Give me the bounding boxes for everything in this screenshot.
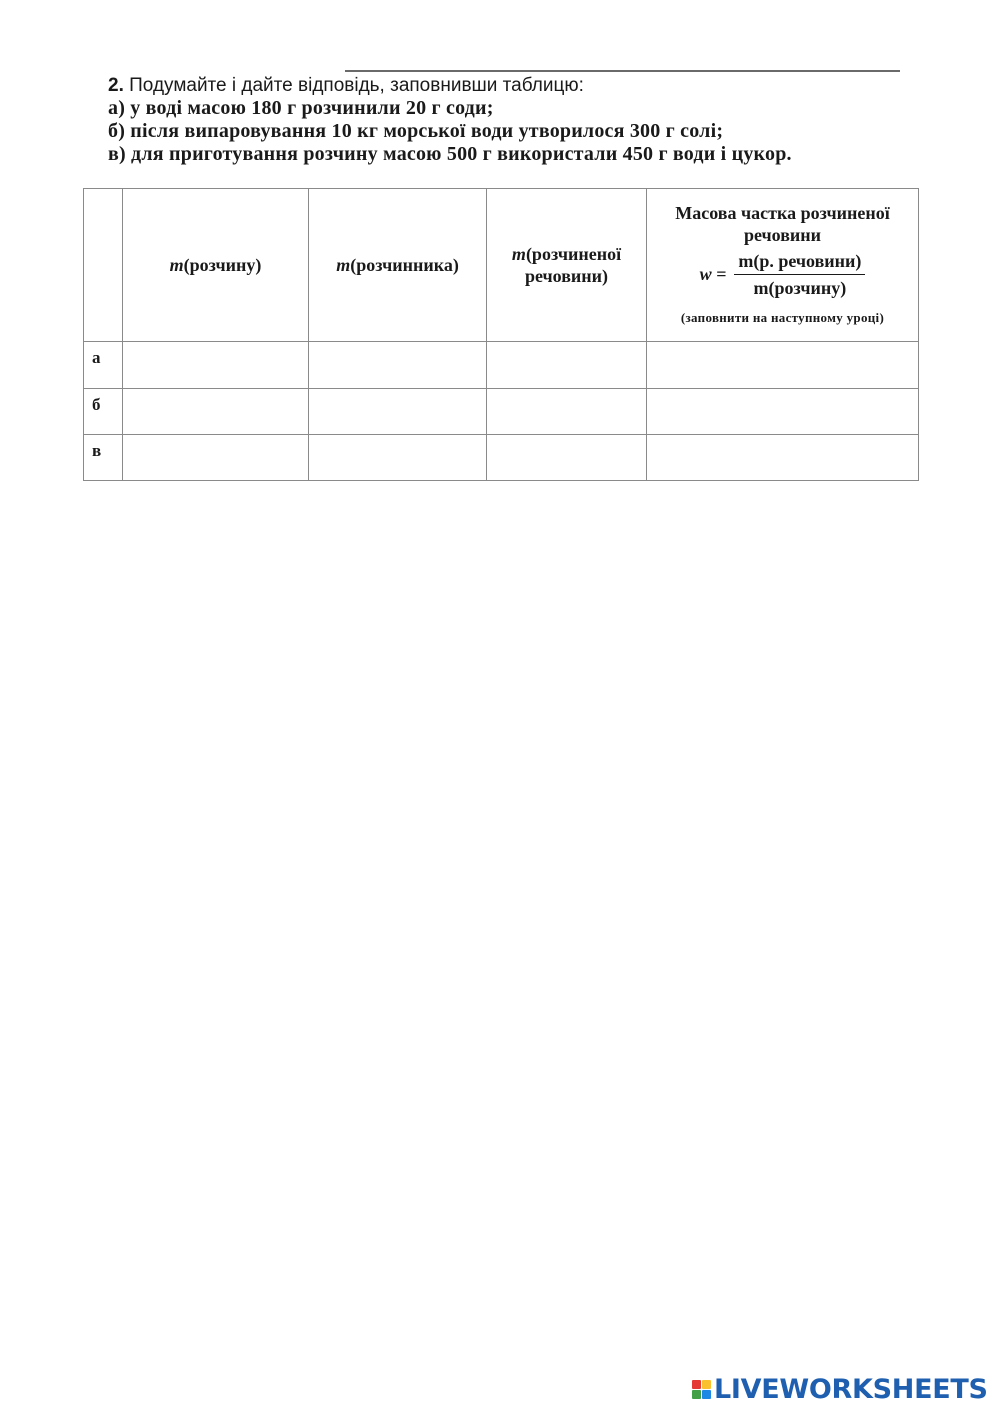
logo-square-yellow	[702, 1380, 711, 1389]
task-item-v: в) для приготування розчину масою 500 г використали 450 г води і цукор.	[108, 143, 792, 165]
formula-denominator: m(розчину)	[753, 277, 847, 298]
row-label-b: б	[84, 389, 123, 435]
task-number: 2.	[108, 75, 124, 96]
logo-square-red	[692, 1380, 701, 1389]
answer-cell-v-solvent[interactable]	[309, 435, 487, 481]
answer-cell-v-solute[interactable]	[487, 435, 647, 481]
answer-cell-a-solution[interactable]	[123, 342, 309, 389]
answer-cell-a-solute[interactable]	[487, 342, 647, 389]
answer-cell-b-solvent[interactable]	[309, 389, 487, 435]
task-instruction-text: Подумайте і дайте відповідь, заповнивши таблицю:	[129, 75, 584, 96]
table-row	[84, 435, 919, 481]
answer-cell-v-fraction[interactable]	[647, 435, 919, 481]
row-label-v: в	[84, 435, 123, 481]
answer-table	[83, 188, 919, 481]
task-item-b: б) після випаровування 10 кг морської води утворилося 300 г солі;	[108, 120, 724, 142]
task-instruction	[108, 75, 968, 97]
task-block	[108, 75, 968, 166]
header-mass-solution: m(розчину)	[123, 189, 309, 342]
header-mass-solute: m(розчиненої речовини)	[487, 189, 647, 342]
row-label-a: а	[84, 342, 123, 389]
header-mass-fraction	[647, 189, 919, 342]
formula-fraction	[734, 250, 865, 299]
answer-cell-a-fraction[interactable]	[647, 342, 919, 389]
answer-cell-b-solution[interactable]	[123, 389, 309, 435]
table-row	[84, 389, 919, 435]
answer-cell-v-solution[interactable]	[123, 435, 309, 481]
logo-square-green	[692, 1390, 701, 1399]
logo-square-blue	[702, 1390, 711, 1399]
answer-cell-b-fraction[interactable]	[647, 389, 919, 435]
table-header-row	[84, 189, 919, 342]
header-corner-cell	[84, 189, 123, 342]
answer-cell-a-solvent[interactable]	[309, 342, 487, 389]
mass-fraction-formula	[661, 250, 904, 299]
task-item-a: а) у воді масою 180 г розчинили 20 г соди;	[108, 97, 494, 119]
logo-icon	[692, 1380, 711, 1399]
header-mass-solvent: m(розчинника)	[309, 189, 487, 342]
mass-fraction-title: Масова частка розчиненої речовини	[675, 202, 890, 245]
answer-cell-b-solute[interactable]	[487, 389, 647, 435]
formula-numerator: m(р. речовини)	[734, 250, 865, 275]
fill-next-lesson-note: (заповнити на наступному уроці)	[680, 309, 885, 325]
liveworksheets-logo[interactable]	[692, 1374, 988, 1404]
table-row	[84, 342, 919, 389]
logo-text: LIVEWORKSHEETS	[714, 1373, 988, 1405]
formula-w: w =	[699, 264, 727, 284]
top-divider	[345, 70, 900, 72]
